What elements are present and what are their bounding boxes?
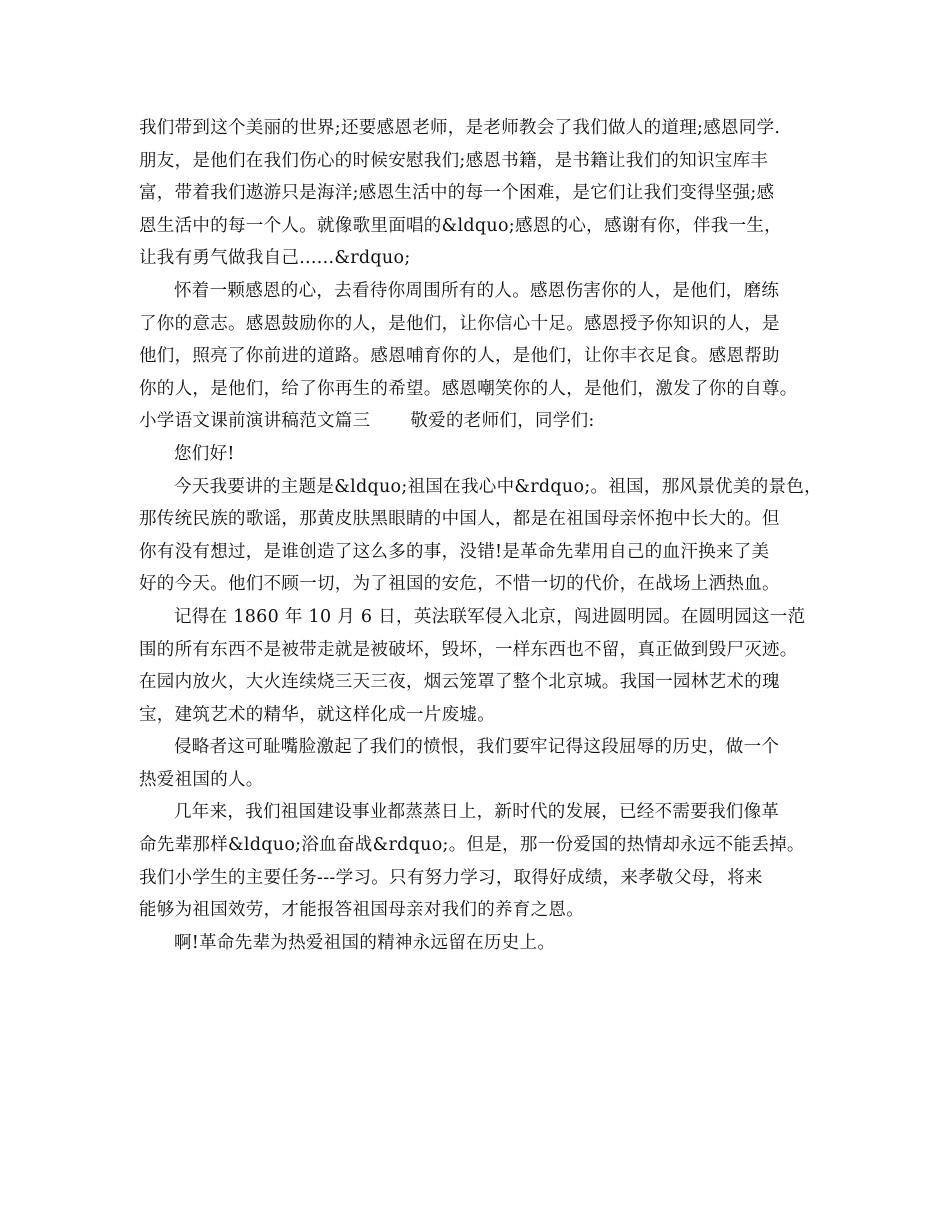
text-line: 怀着一颗感恩的心，去看待你周围所有的人。感恩伤害你的人，是他们，磨练: [174, 280, 780, 301]
paragraph-history: [139, 601, 819, 731]
paragraph-gratitude-intro: [139, 112, 819, 275]
text-line: 他们，照亮了你前进的道路。感恩哺育你的人，是他们，让你丰衣足食。感恩帮助: [139, 346, 780, 367]
text-line: 您们好!: [174, 443, 235, 464]
text-line: 热爱祖国的人。: [139, 769, 264, 790]
text-line: 侵略者这可耻嘴脸激起了我们的愤恨，我们要牢记得这段屈辱的历史，做一个: [174, 737, 780, 758]
text-line: 你有没有想过，是谁创造了这么多的事，没错!是革命先辈用自己的血汗换来了美: [139, 541, 770, 562]
section-heading: 小学语文课前演讲稿范文篇三: [139, 411, 371, 432]
text-line: 今天我要讲的主题是&ldquo;祖国在我心中&rdquo;。祖国，那风景优美的景色，: [174, 476, 822, 497]
text-line: 宝，建筑艺术的精华，就这样化成一片废墟。: [139, 704, 495, 725]
text-line: 让我有勇气做我自己......&rdquo;: [139, 248, 411, 269]
text-line: 围的所有东西不是被带走就是被破坏，毁坏，一样东西也不留，真正做到毁尸灭迹。: [139, 639, 798, 660]
paragraph-hello: [139, 438, 819, 471]
text-line: 我们带到这个美丽的世界;还要感恩老师，是老师教会了我们做人的道理;感恩同学.: [139, 118, 781, 138]
text-line: 那传统民族的歌谣，那黄皮肤黑眼睛的中国人，都是在祖国母亲怀抱中长大的。但: [139, 509, 780, 530]
text-line: 好的今天。他们不顾一切，为了祖国的安危，不惜一切的代价，在战场上洒热血。: [139, 574, 780, 595]
text-line: 能够为祖国效劳，才能报答祖国母亲对我们的养育之恩。: [139, 900, 584, 921]
paragraph-topic: [139, 471, 822, 601]
text-line: 啊!革命先辈为热爱祖国的精神永远留在历史上。: [174, 932, 556, 953]
text-line: 命先辈那样&ldquo;浴血奋战&rdquo;。但是，那一份爱国的热情却永远不能丢掉。: [139, 835, 805, 856]
paragraph-closing: [139, 927, 819, 960]
text-line: 你的人，是他们，给了你再生的希望。感恩嘲笑你的人，是他们，激发了你的自尊。: [139, 378, 798, 399]
text-line: 在园内放火，大火连续烧三天三夜，烟云笼罩了整个北京城。我国一园林艺术的瑰: [139, 672, 780, 693]
speech-greeting: 敬爱的老师们，同学们:: [410, 411, 595, 432]
text-line: 朋友，是他们在我们伤心的时候安慰我们;感恩书籍，是书籍让我们的知识宝库丰: [139, 150, 769, 171]
text-line: 几年来，我们祖国建设事业都蒸蒸日上，新时代的发展，已经不需要我们像革: [174, 802, 780, 823]
paragraph-modern-era: [139, 796, 819, 926]
paragraph-remember: [139, 731, 819, 796]
text-line: 记得在 1860 年 10 月 6 日，英法联军侵入北京，闯进圆明园。在圆明园这一范: [174, 606, 806, 627]
text-line: 恩生活中的每一个人。就像歌里面唱的&ldquo;感恩的心，感谢有你，伴我一生，: [139, 215, 782, 236]
text-line: 富，带着我们遨游只是海洋;感恩生活中的每一个困难，是它们让我们变得坚强;感: [139, 183, 775, 204]
section-heading-row: [139, 405, 819, 438]
text-line: 我们小学生的主要任务---学习。只有努力学习，取得好成绩，来孝敬父母，将来: [139, 867, 763, 888]
section-heading-line: [139, 405, 819, 438]
paragraph-grateful-heart: [139, 275, 819, 405]
document-body: [139, 112, 822, 959]
text-line: 了你的意志。感恩鼓励你的人，是他们，让你信心十足。感恩授予你知识的人，是: [139, 313, 780, 334]
